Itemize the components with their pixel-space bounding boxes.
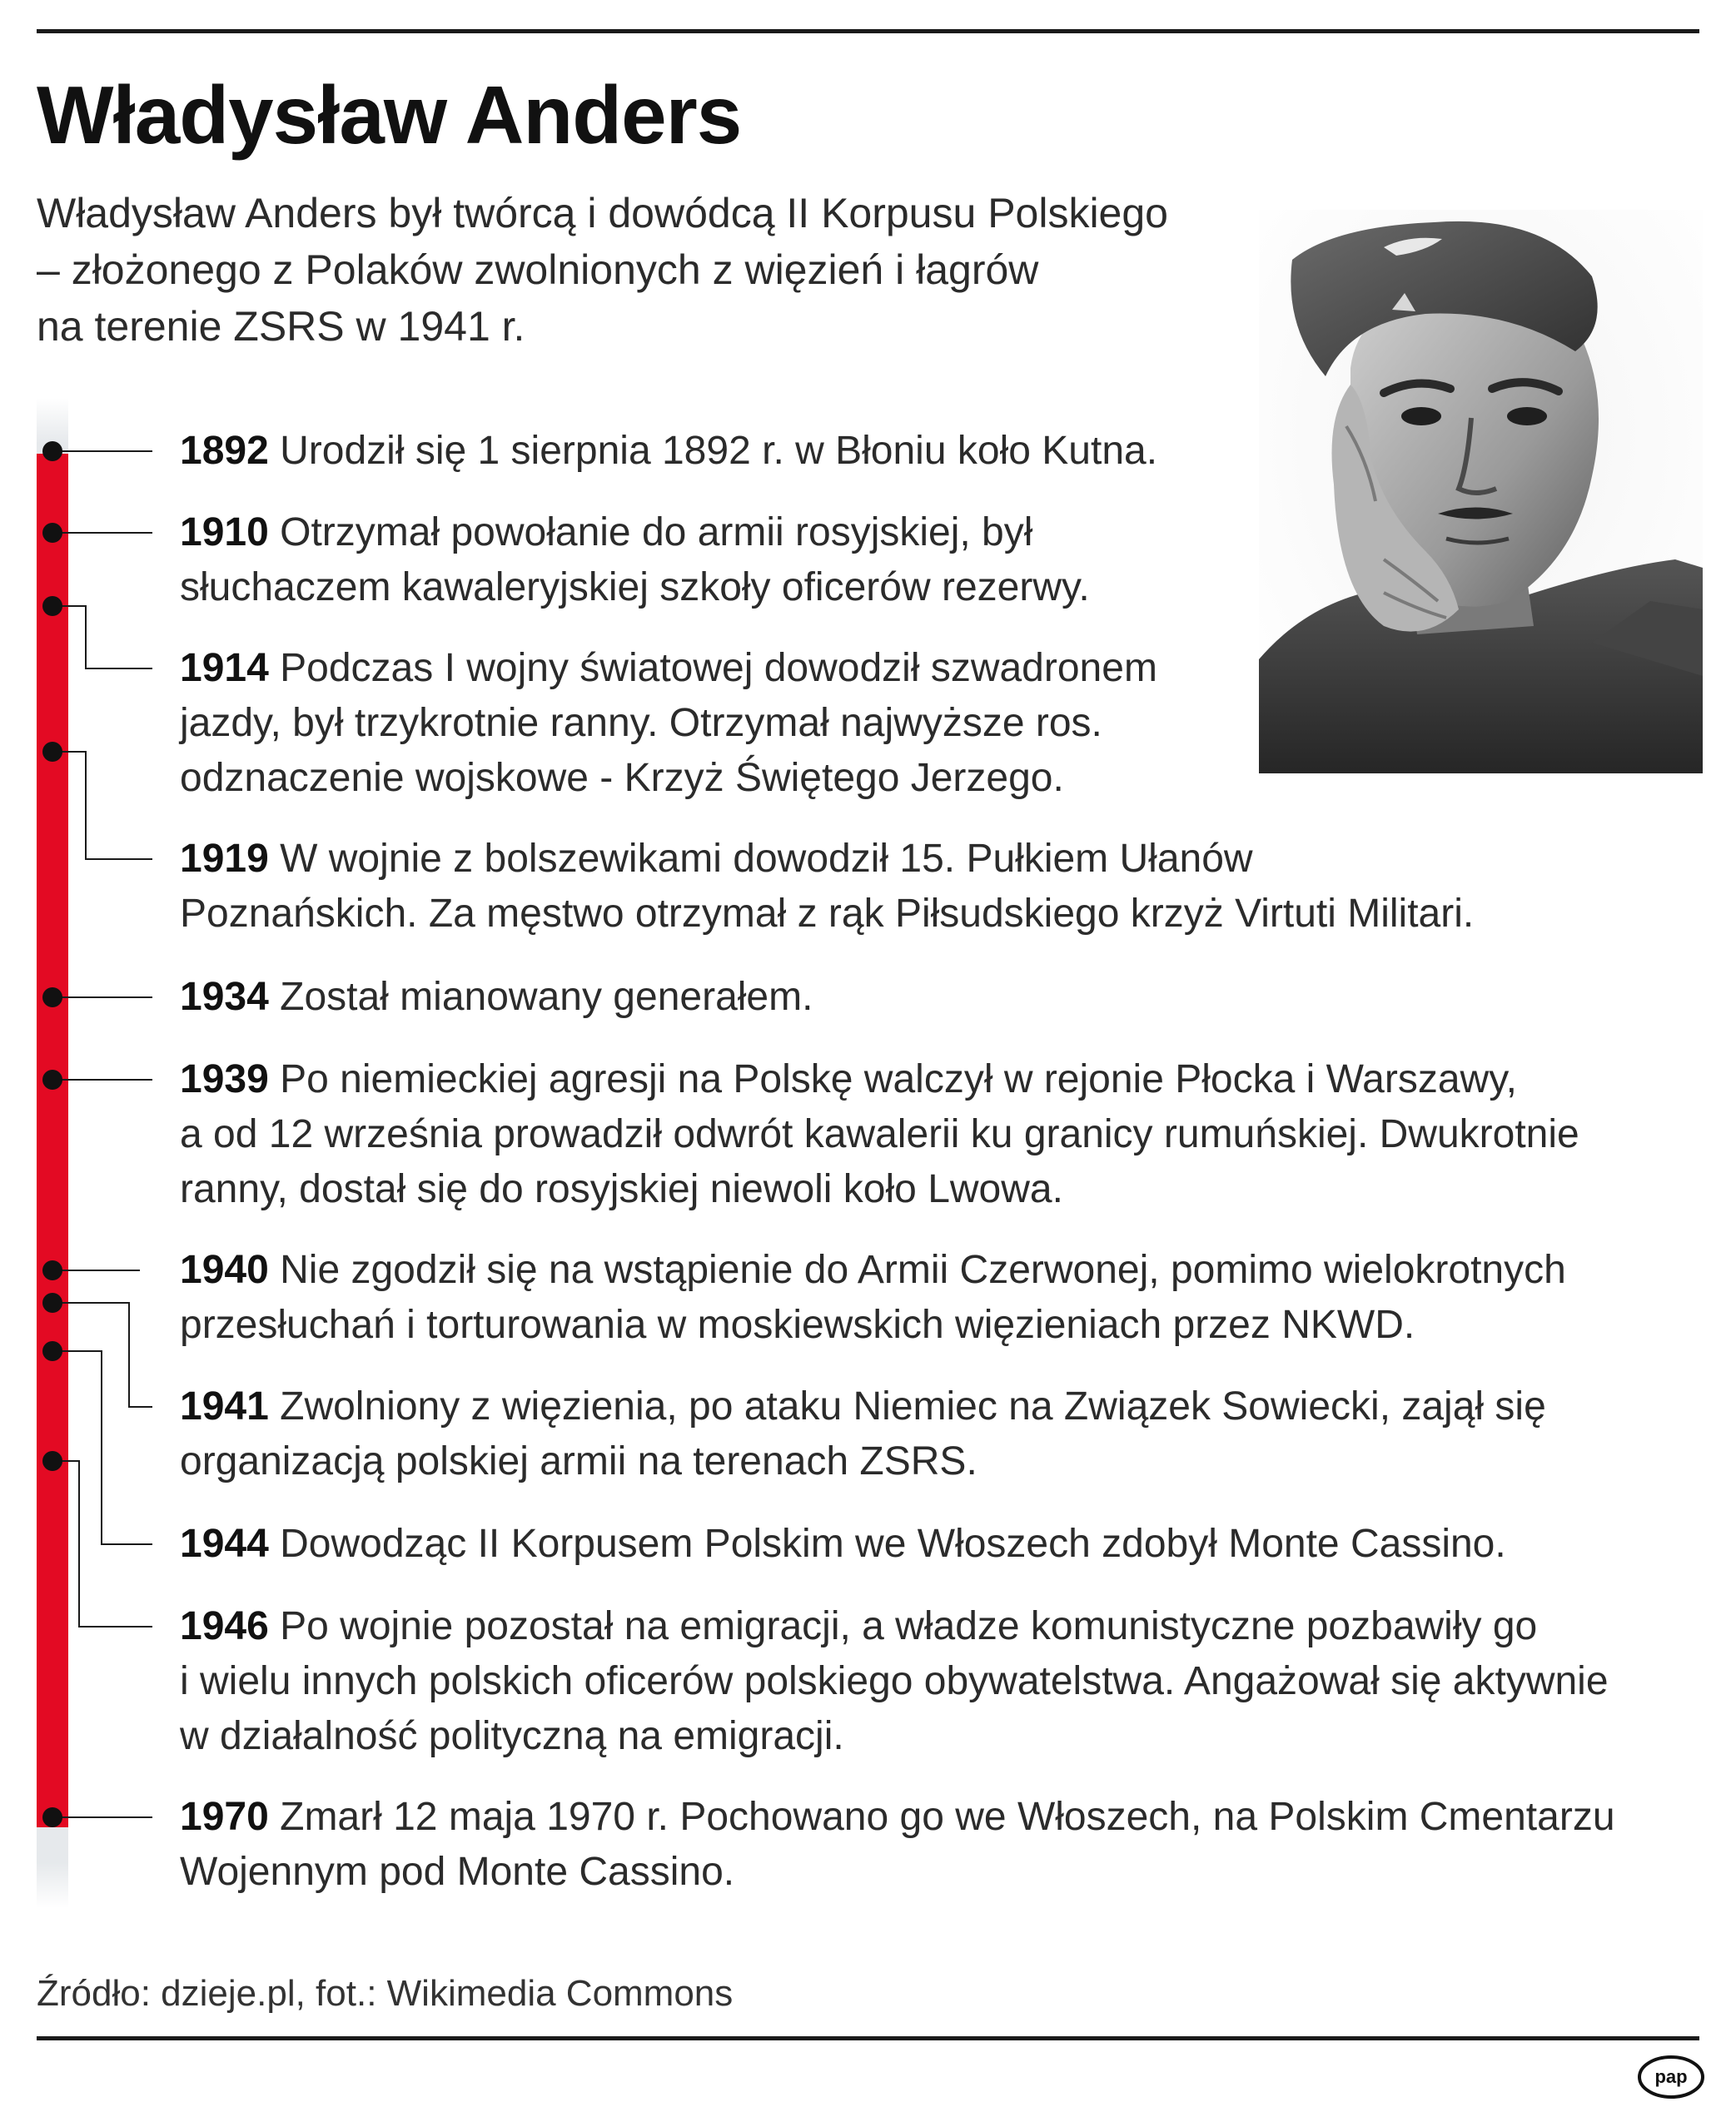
timeline-dot (42, 441, 62, 461)
event-line (180, 1599, 1679, 1654)
timeline-event-1914 (180, 641, 1679, 806)
page-title: Władysław Anders (37, 69, 742, 161)
event-line: w działalność polityczną na emigracji. (180, 1714, 844, 1758)
bottom-rule (37, 2036, 1699, 2040)
event-year: 1919 (180, 837, 269, 881)
timeline-event-1970 (180, 1790, 1679, 1900)
event-line (180, 1517, 1679, 1572)
timeline-dot (42, 987, 62, 1007)
timeline-dot (42, 1807, 62, 1827)
event-text: Zwolniony z więzienia, po ataku Niemiec na Związek Sowiecki, zajął się (280, 1384, 1546, 1429)
event-year: 1910 (180, 510, 269, 554)
event-line: Wojennym pod Monte Cassino. (180, 1850, 735, 1894)
event-line (180, 970, 1679, 1025)
event-text: Nie zgodził się na wstąpienie do Armii Czerwonej, pomimo wielokrotnych (280, 1248, 1566, 1292)
timeline-dot (42, 1070, 62, 1090)
intro-line: na terenie ZSRS w 1941 r. (37, 303, 525, 350)
event-year: 1914 (180, 646, 269, 690)
timeline-event-1919 (180, 832, 1679, 942)
timeline-dot (42, 1341, 62, 1361)
timeline-dot (42, 1260, 62, 1280)
event-text: Po wojnie pozostał na emigracji, a władze komunistyczne pozbawiły go (280, 1604, 1538, 1648)
timeline-event-1910 (180, 505, 1679, 615)
event-line (180, 1379, 1679, 1434)
connector-1919 (52, 752, 152, 859)
source-credit: Źródło: dzieje.pl, fot.: Wikimedia Commons (37, 1973, 734, 2014)
event-text: W wojnie z bolszewikami dowodził 15. Pułkiem Ułanów (280, 837, 1253, 881)
event-line: jazdy, był trzykrotnie ranny. Otrzymał najwyższe ros. (180, 701, 1102, 745)
event-line (180, 424, 1679, 479)
timeline-event-1892 (180, 424, 1679, 479)
event-line (180, 1790, 1679, 1845)
intro-line: – złożonego z Polaków zwolnionych z więzień i łagrów (37, 246, 1039, 293)
event-line: słuchaczem kawaleryjskiej szkoły oficerów rezerwy. (180, 565, 1090, 609)
event-line: Poznańskich. Za męstwo otrzymał z rąk Piłsudskiego krzyż Virtuti Militari. (180, 892, 1475, 936)
event-line (180, 641, 1679, 696)
timeline-event-1934 (180, 970, 1679, 1025)
timeline-dot (42, 523, 62, 543)
event-line: przesłuchań i torturowania w moskiewskich więzieniach przez NKWD. (180, 1303, 1415, 1347)
connector-1914 (52, 606, 152, 668)
event-year: 1939 (180, 1057, 269, 1101)
timeline-dot (42, 596, 62, 616)
timeline-dot (42, 1293, 62, 1313)
timeline-dot (42, 1451, 62, 1471)
event-text: Po niemieckiej agresji na Polskę walczył w rejonie Płocka i Warszawy, (280, 1057, 1517, 1101)
timeline-event-1946 (180, 1599, 1679, 1764)
event-text: Urodził się 1 sierpnia 1892 r. w Błoniu koło Kutna. (280, 429, 1158, 473)
connector-1944 (52, 1351, 152, 1544)
event-text: Podczas I wojny światowej dowodził szwadronem (280, 646, 1157, 690)
event-year: 1892 (180, 429, 269, 473)
timeline-event-1940 (180, 1243, 1679, 1353)
event-text: Został mianowany generałem. (280, 975, 813, 1019)
intro-line: Władysław Anders był twórcą i dowódcą II Korpusu Polskiego (37, 190, 1168, 236)
event-line: i wielu innych polskich oficerów polskiego obywatelstwa. Angażował się aktywnie (180, 1659, 1609, 1703)
svg-text:pap: pap (1654, 2066, 1688, 2087)
timeline-event-1941 (180, 1379, 1679, 1489)
event-line (180, 832, 1679, 887)
event-year: 1944 (180, 1522, 269, 1566)
event-text: Otrzymał powołanie do armii rosyjskiej, był (280, 510, 1033, 554)
event-line (180, 1052, 1679, 1107)
event-text: Zmarł 12 maja 1970 r. Pochowano go we Włoszech, na Polskim Cmentarzu (280, 1795, 1615, 1839)
event-year: 1940 (180, 1248, 269, 1292)
timeline-event-1944 (180, 1517, 1679, 1572)
event-line: odznaczenie wojskowe - Krzyż Świętego Jerzego. (180, 756, 1064, 800)
timeline-event-1939 (180, 1052, 1679, 1217)
event-line: a od 12 września prowadził odwrót kawalerii ku granicy rumuńskiej. Dwukrotnie (180, 1112, 1579, 1156)
event-line: ranny, dostał się do rosyjskiej niewoli koło Lwowa. (180, 1167, 1063, 1211)
event-line (180, 505, 1679, 560)
pap-logo-icon (1637, 2055, 1705, 2100)
event-line (180, 1243, 1679, 1298)
event-line: organizacją polskiej armii na terenach ZSRS. (180, 1439, 977, 1483)
event-year: 1946 (180, 1604, 269, 1648)
event-year: 1970 (180, 1795, 269, 1839)
event-text: Dowodząc II Korpusem Polskim we Włoszech zdobył Monte Cassino. (280, 1522, 1506, 1566)
event-year: 1941 (180, 1384, 269, 1429)
timeline-dot (42, 742, 62, 762)
event-year: 1934 (180, 975, 269, 1019)
